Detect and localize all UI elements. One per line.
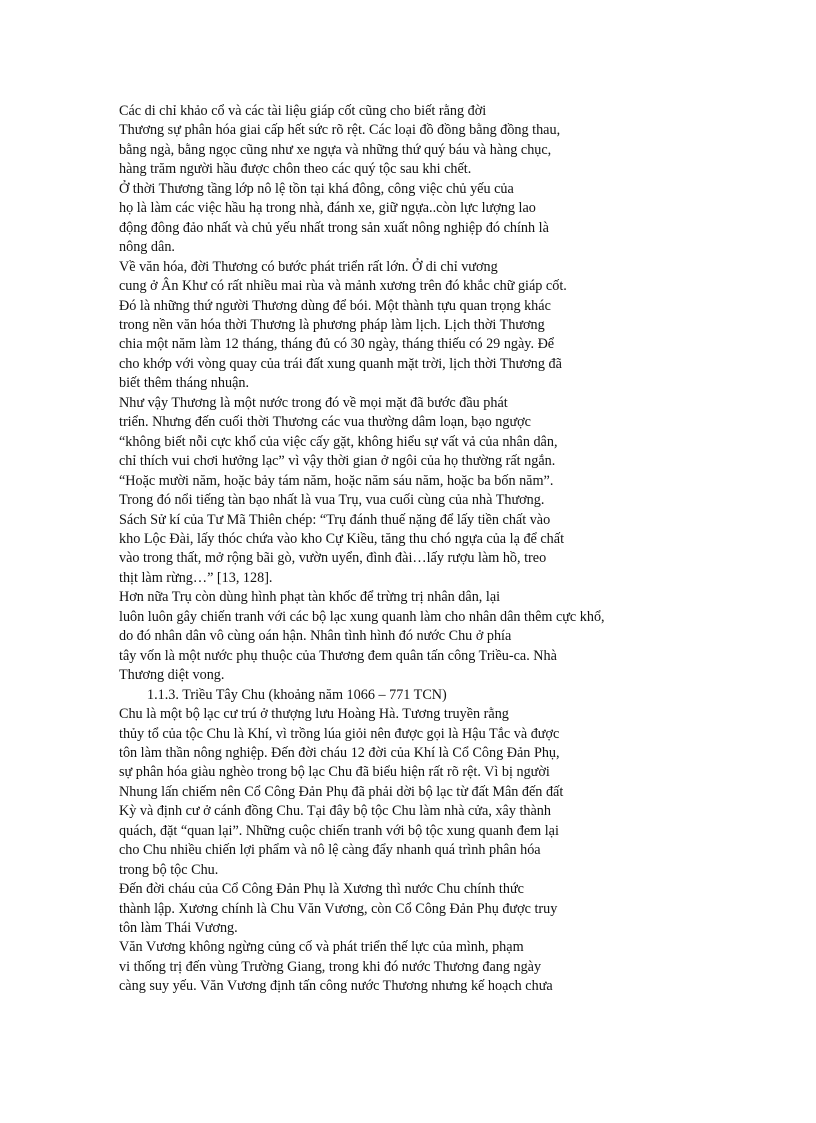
text-line: hàng trăm người hầu được chôn theo các quý tộc sau khi chết.: [119, 161, 472, 178]
section-heading: 1.1.3. Triều Tây Chu (khoảng năm 1066 – 771 TCN): [147, 686, 447, 703]
text-line: Nhung lấn chiếm nên Cổ Công Đản Phụ đã phải dời bộ lạc từ đất Mân đến đất: [119, 783, 564, 800]
text-line: do đó nhân dân vô cùng oán hận. Nhân tình hình đó nước Chu ở phía: [119, 628, 512, 645]
text-line: chia một năm làm 12 tháng, tháng đủ có 30 ngày, tháng thiếu có 29 ngày. Để: [119, 336, 555, 353]
text-line: cho khớp với vòng quay của trái đất xung quanh mặt trời, lịch thời Thương đã: [119, 355, 562, 372]
text-line: chỉ thích vui chơi hưởng lạc” vì vậy thời gian ở ngôi của họ thường rất ngắn.: [119, 453, 556, 470]
text-line: Thương diệt vong.: [119, 667, 225, 684]
text-line: biết thêm tháng nhuận.: [119, 375, 250, 392]
text-line: trong nền văn hóa thời Thương là phương pháp làm lịch. Lịch thời Thương: [119, 316, 545, 333]
text-line: bằng ngà, bằng ngọc cũng như xe ngựa và những thứ quý báu và hàng chục,: [119, 141, 552, 158]
text-line: càng suy yếu. Văn Vương định tấn công nước Thương nhưng kế hoạch chưa: [119, 978, 553, 995]
text-line: Thương sự phân hóa giai cấp hết sức rõ rệt. Các loại đồ đồng bằng đồng thau,: [119, 122, 561, 139]
text-line: trong bộ tộc Chu.: [119, 861, 219, 878]
text-line: Đến đời cháu của Cổ Công Đản Phụ là Xương thì nước Chu chính thức: [119, 881, 524, 898]
text-line: Ở thời Thương tầng lớp nô lệ tồn tại khá đông, công việc chủ yếu của: [119, 180, 514, 197]
text-line: cho Chu nhiều chiến lợi phẩm và nô lệ càng đẩy nhanh quá trình phân hóa: [119, 842, 541, 859]
text-line: Chu là một bộ lạc cư trú ở thượng lưu Hoàng Hà. Tương truyền rằng: [119, 706, 509, 723]
text-line: triển. Nhưng đến cuối thời Thương các vua thường dâm loạn, bạo ngược: [119, 414, 531, 431]
text-line: “không biết nỗi cực khổ của việc cấy gặt, không hiểu sự vất vả của nhân dân,: [119, 433, 558, 450]
text-line: Trong đó nổi tiếng tàn bạo nhất là vua Trụ, vua cuối cùng của nhà Thương.: [119, 492, 545, 509]
text-line: quách, đặt “quan lại”. Những cuộc chiến tranh với bộ tộc xung quanh đem lại: [119, 822, 559, 839]
text-line: “Hoặc mười năm, hoặc bảy tám năm, hoặc năm sáu năm, hoặc ba bốn năm”.: [119, 472, 554, 489]
text-line: Các di chỉ khảo cổ và các tài liệu giáp cốt cũng cho biết rằng đời: [119, 103, 487, 119]
text-line: vi thống trị đến vùng Trường Giang, trong khi đó nước Thương đang ngày: [119, 958, 542, 975]
text-line: Sách Sử kí của Tư Mã Thiên chép: “Trụ đánh thuế nặng để lấy tiền chất vào: [119, 511, 551, 528]
text-line: thủy tổ của tộc Chu là Khí, vì trồng lúa giỏi nên được gọi là Hậu Tắc và được: [119, 725, 560, 742]
text-line: kho Lộc Đài, lấy thóc chứa vào kho Cự Kiều, tăng thu chó ngựa của lạ để chất: [119, 530, 565, 547]
text-line: thịt làm rừng…” [13, 128].: [119, 569, 273, 586]
text-line: Đó là những thứ người Thương dùng để bói. Một thành tựu quan trọng khác: [119, 297, 551, 314]
text-line: Như vậy Thương là một nước trong đó về mọi mặt đã bước đầu phát: [119, 394, 508, 411]
text-line: thành lập. Xương chính là Chu Văn Vương, còn Cổ Công Đản Phụ được truy: [119, 900, 558, 917]
text-line: luôn luôn gây chiến tranh với các bộ lạc xung quanh làm cho nhân dân thêm cực khổ,: [119, 608, 605, 625]
text-line: sự phân hóa giàu nghèo trong bộ lạc Chu đã biểu hiện rất rõ rệt. Vì bị người: [119, 764, 550, 781]
text-line: tôn làm thần nông nghiệp. Đến đời cháu 12 đời của Khí là Cổ Công Đản Phụ,: [119, 744, 560, 761]
text-line: động đông đảo nhất và chủ yếu nhất trong sản xuất nông nghiệp đó chính là: [119, 219, 549, 236]
body-text: [119, 102, 719, 997]
text-line: Văn Vương không ngừng củng cố và phát triển thế lực của mình, phạm: [119, 939, 524, 956]
text-line: cung ở Ân Khư có rất nhiều mai rùa và mảnh xương trên đó khắc chữ giáp cốt.: [119, 278, 567, 295]
text-line: Hơn nữa Trụ còn dùng hình phạt tàn khốc để trừng trị nhân dân, lại: [119, 589, 501, 606]
text-line: họ là làm các việc hầu hạ trong nhà, đánh xe, giữ ngựa..còn lực lượng lao: [119, 200, 536, 217]
text-line: Về văn hóa, đời Thương có bước phát triển rất lớn. Ở di chỉ vương: [119, 258, 498, 275]
text-line: tôn làm Thái Vương.: [119, 920, 238, 937]
text-line: Kỳ và định cư ở cánh đồng Chu. Tại đây bộ tộc Chu làm nhà cửa, xây thành: [119, 803, 551, 820]
text-line: nông dân.: [119, 239, 175, 256]
text-line: vào trong thất, mở rộng bãi gò, vườn uyển, đình đài…lấy rượu làm hồ, treo: [119, 550, 547, 567]
text-line: tây vốn là một nước phụ thuộc của Thương đem quân tấn công Triều-ca. Nhà: [119, 647, 557, 664]
